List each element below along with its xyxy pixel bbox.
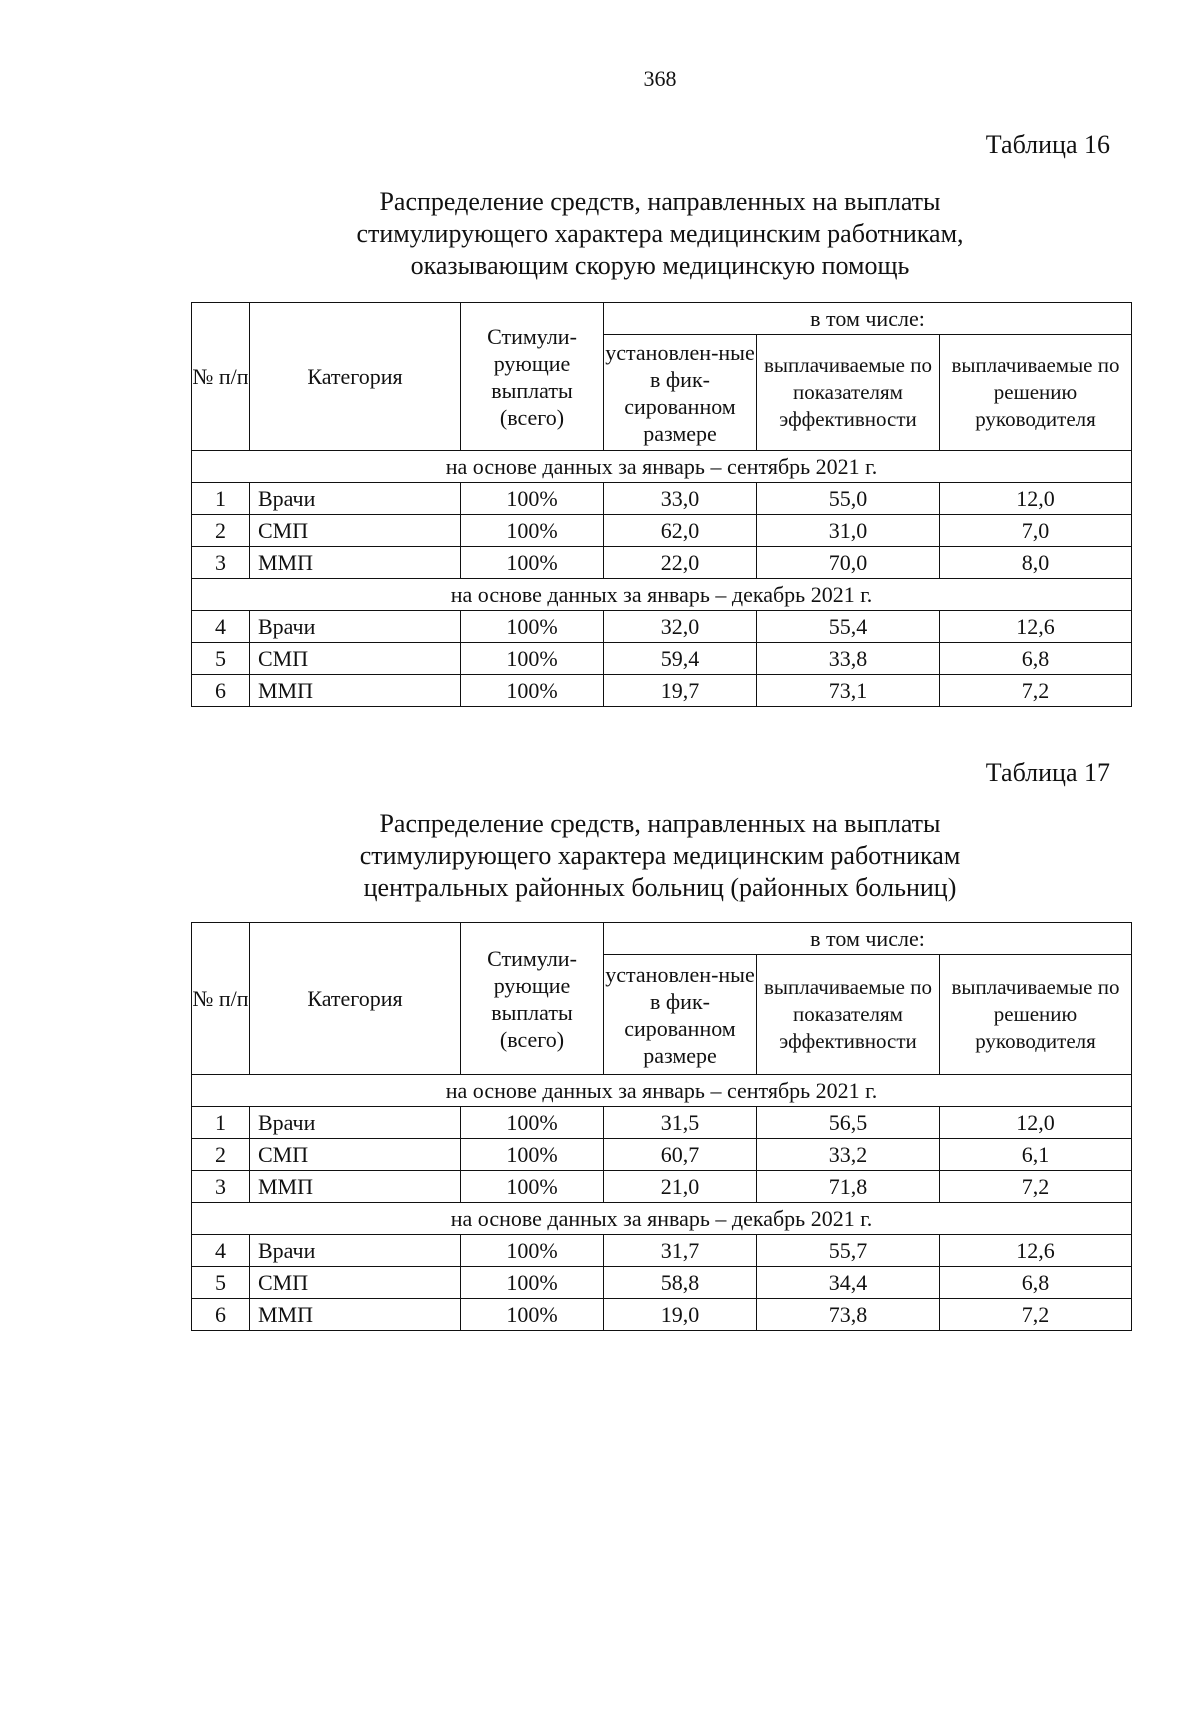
header-manager: выплачиваемые по решению руководителя xyxy=(940,335,1132,451)
table-17-label: Таблица 17 xyxy=(985,758,1110,787)
row-manager: 6,8 xyxy=(940,643,1132,675)
section-title: на основе данных за январь – декабрь 2021 г. xyxy=(192,1203,1132,1235)
row-total: 100% xyxy=(461,1139,604,1171)
row-num: 6 xyxy=(192,675,250,707)
table-row xyxy=(192,675,1132,707)
row-total: 100% xyxy=(461,1235,604,1267)
row-fixed: 21,0 xyxy=(604,1171,757,1203)
table-17 xyxy=(191,922,1132,1331)
row-fixed: 31,5 xyxy=(604,1107,757,1139)
row-fixed: 59,4 xyxy=(604,643,757,675)
row-fixed: 58,8 xyxy=(604,1267,757,1299)
table-row xyxy=(192,1107,1132,1139)
row-category: Врачи xyxy=(250,1107,461,1139)
row-category: СМП xyxy=(250,1267,461,1299)
row-performance: 70,0 xyxy=(757,547,940,579)
row-category: ММП xyxy=(250,1299,461,1331)
section-title: на основе данных за январь – сентябрь 2021 г. xyxy=(192,1075,1132,1107)
table-17-title xyxy=(0,808,1200,904)
row-num: 5 xyxy=(192,643,250,675)
header-category: Категория xyxy=(250,923,461,1075)
table-row xyxy=(192,483,1132,515)
table-row xyxy=(192,1139,1132,1171)
row-fixed: 32,0 xyxy=(604,611,757,643)
table-17-title-line: центральных районных больниц (районных больниц) xyxy=(363,873,957,902)
row-manager: 12,6 xyxy=(940,1235,1132,1267)
row-total: 100% xyxy=(461,547,604,579)
row-manager: 12,6 xyxy=(940,611,1132,643)
row-category: ММП xyxy=(250,1171,461,1203)
row-performance: 56,5 xyxy=(757,1107,940,1139)
row-category: СМП xyxy=(250,1139,461,1171)
header-performance: выплачиваемые по показателям эффективности xyxy=(757,335,940,451)
row-num: 5 xyxy=(192,1267,250,1299)
row-num: 1 xyxy=(192,483,250,515)
header-manager: выплачиваемые по решению руководителя xyxy=(940,955,1132,1075)
row-category: СМП xyxy=(250,643,461,675)
row-fixed: 22,0 xyxy=(604,547,757,579)
table-row xyxy=(192,515,1132,547)
header-including: в том числе: xyxy=(604,923,1132,955)
table-row xyxy=(192,547,1132,579)
table-row xyxy=(192,611,1132,643)
row-performance: 55,4 xyxy=(757,611,940,643)
row-total: 100% xyxy=(461,1107,604,1139)
row-num: 2 xyxy=(192,1139,250,1171)
table-16-title-line: Распределение средств, направленных на выплаты xyxy=(379,187,941,216)
header-total: Стимули-рующие выплаты (всего) xyxy=(461,923,604,1075)
row-fixed: 62,0 xyxy=(604,515,757,547)
section-title: на основе данных за январь – декабрь 2021 г. xyxy=(192,579,1132,611)
row-manager: 7,0 xyxy=(940,515,1132,547)
row-fixed: 19,0 xyxy=(604,1299,757,1331)
header-num: № п/п xyxy=(192,923,250,1075)
section-title: на основе данных за январь – сентябрь 2021 г. xyxy=(192,451,1132,483)
row-total: 100% xyxy=(461,483,604,515)
row-total: 100% xyxy=(461,1267,604,1299)
row-manager: 7,2 xyxy=(940,675,1132,707)
row-num: 4 xyxy=(192,1235,250,1267)
table-16-title-line: стимулирующего характера медицинским работникам, xyxy=(356,219,964,248)
row-num: 6 xyxy=(192,1299,250,1331)
row-manager: 6,8 xyxy=(940,1267,1132,1299)
table-16 xyxy=(191,302,1132,707)
row-category: СМП xyxy=(250,515,461,547)
row-category: Врачи xyxy=(250,483,461,515)
row-total: 100% xyxy=(461,1299,604,1331)
row-fixed: 19,7 xyxy=(604,675,757,707)
row-num: 2 xyxy=(192,515,250,547)
table-row xyxy=(192,1267,1132,1299)
row-performance: 33,2 xyxy=(757,1139,940,1171)
table-row xyxy=(192,1299,1132,1331)
header-fixed: установлен-ные в фик-сированном размере xyxy=(604,955,757,1075)
row-category: Врачи xyxy=(250,611,461,643)
row-performance: 31,0 xyxy=(757,515,940,547)
header-total: Стимули-рующие выплаты (всего) xyxy=(461,303,604,451)
row-manager: 6,1 xyxy=(940,1139,1132,1171)
row-num: 3 xyxy=(192,547,250,579)
row-total: 100% xyxy=(461,611,604,643)
table-16-label: Таблица 16 xyxy=(985,130,1110,159)
row-manager: 7,2 xyxy=(940,1299,1132,1331)
row-fixed: 33,0 xyxy=(604,483,757,515)
row-manager: 12,0 xyxy=(940,1107,1132,1139)
row-category: ММП xyxy=(250,675,461,707)
row-performance: 73,1 xyxy=(757,675,940,707)
row-performance: 34,4 xyxy=(757,1267,940,1299)
table-17-title-line: стимулирующего характера медицинским работникам xyxy=(359,841,961,870)
row-total: 100% xyxy=(461,515,604,547)
row-manager: 8,0 xyxy=(940,547,1132,579)
table-17-title-line: Распределение средств, направленных на выплаты xyxy=(379,809,941,838)
row-manager: 7,2 xyxy=(940,1171,1132,1203)
page-number: 368 xyxy=(643,66,677,91)
row-manager: 12,0 xyxy=(940,483,1132,515)
table-row xyxy=(192,1235,1132,1267)
row-category: ММП xyxy=(250,547,461,579)
row-performance: 33,8 xyxy=(757,643,940,675)
row-performance: 55,7 xyxy=(757,1235,940,1267)
table-16-title xyxy=(0,186,1200,282)
header-including: в том числе: xyxy=(604,303,1132,335)
row-total: 100% xyxy=(461,1171,604,1203)
table-row xyxy=(192,643,1132,675)
row-performance: 73,8 xyxy=(757,1299,940,1331)
row-performance: 71,8 xyxy=(757,1171,940,1203)
header-category: Категория xyxy=(250,303,461,451)
header-num: № п/п xyxy=(192,303,250,451)
row-num: 4 xyxy=(192,611,250,643)
row-performance: 55,0 xyxy=(757,483,940,515)
header-performance: выплачиваемые по показателям эффективности xyxy=(757,955,940,1075)
row-total: 100% xyxy=(461,643,604,675)
row-num: 3 xyxy=(192,1171,250,1203)
row-num: 1 xyxy=(192,1107,250,1139)
header-fixed: установлен-ные в фик-сированном размере xyxy=(604,335,757,451)
row-fixed: 31,7 xyxy=(604,1235,757,1267)
row-fixed: 60,7 xyxy=(604,1139,757,1171)
row-total: 100% xyxy=(461,675,604,707)
table-row xyxy=(192,1171,1132,1203)
table-16-title-line: оказывающим скорую медицинскую помощь xyxy=(410,251,910,280)
row-category: Врачи xyxy=(250,1235,461,1267)
